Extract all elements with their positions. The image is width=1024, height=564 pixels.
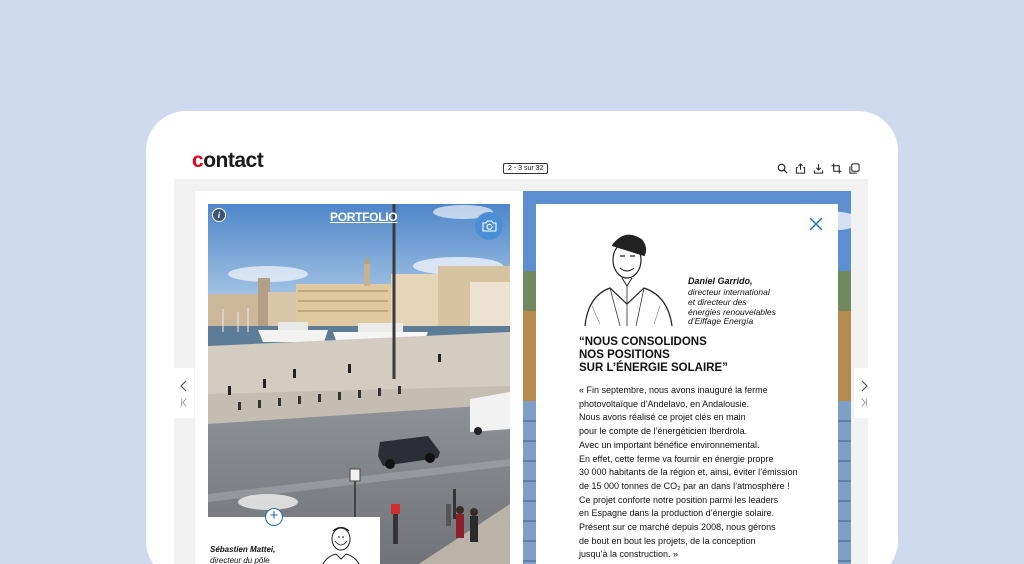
article-body: « Fin septembre, nous avons inauguré la ferme photovoltaïque d’Andelavo, en Andalousie. Nous avons réalisé ce projet clés en main pour le compte de l’énergéticien Iberdrola. Avec un important bénéfice environnemental. En effet, cette ferme va fournir en énergie propre 30 000 habitants de la région et, ainsi, éviter l’émission de 15 000 tonnes de CO₂ par an dans l’atmosphère ! Ce projet conforte notre position parmi les leaders en Espagne dans la production d’énergie solaire. Présent sur ce marché depuis 2008, nous gérons de bout en bout les projets, de la conception jusqu’à la construction. »: [579, 385, 798, 560]
marseille-port-photo[interactable]: [208, 204, 510, 564]
last-page-icon: [859, 398, 868, 407]
crop-icon: [831, 163, 842, 174]
first-page-icon: [179, 398, 189, 407]
author-card: [208, 507, 380, 564]
port-photo-illustration: [208, 204, 510, 564]
reader-toolbar: [174, 141, 868, 179]
quote-author-name: Daniel Garrido,: [688, 276, 753, 286]
page-indicator[interactable]: 2 - 3 sur 32: [503, 163, 548, 174]
author-role: directeur du pôle: [210, 556, 270, 564]
crop-button[interactable]: [830, 162, 842, 174]
article-headline: “NOUS CONSOLIDONS NOS POSITIONS SUR L’ÉNERGIE SOLAIRE”: [579, 336, 728, 374]
contact-logo[interactable]: contact: [192, 149, 264, 172]
author-name: Sébastien Mattei,: [210, 545, 276, 554]
chevron-left-icon: [179, 380, 189, 392]
quote-panel: [536, 204, 838, 564]
download-button[interactable]: [812, 162, 824, 174]
share-icon: [795, 163, 806, 174]
info-button[interactable]: i: [212, 208, 226, 222]
chevron-right-icon: [859, 380, 868, 392]
share-button[interactable]: [794, 162, 806, 174]
close-icon[interactable]: [809, 217, 823, 231]
next-page-button[interactable]: [854, 368, 868, 418]
search-button[interactable]: [776, 162, 788, 174]
right-page: [523, 191, 851, 564]
camera-icon: [482, 220, 497, 232]
author-portrait-sketch: [316, 521, 366, 564]
previous-page-button[interactable]: [174, 368, 194, 418]
search-icon: [777, 163, 788, 174]
portfolio-section-label: PORTFOLIO: [330, 210, 398, 224]
copy-icon: [849, 163, 860, 174]
download-icon: [813, 163, 824, 174]
daniel-garrido-portrait-sketch: [580, 226, 680, 326]
left-page: [195, 191, 523, 564]
gallery-button[interactable]: [475, 212, 503, 240]
expand-button[interactable]: +: [265, 508, 283, 526]
quote-author-role: directeur international et directeur des énergies renouvelables d’Eiffage Energía: [688, 287, 776, 327]
reader-screen: [174, 141, 868, 564]
copy-button[interactable]: [848, 162, 860, 174]
